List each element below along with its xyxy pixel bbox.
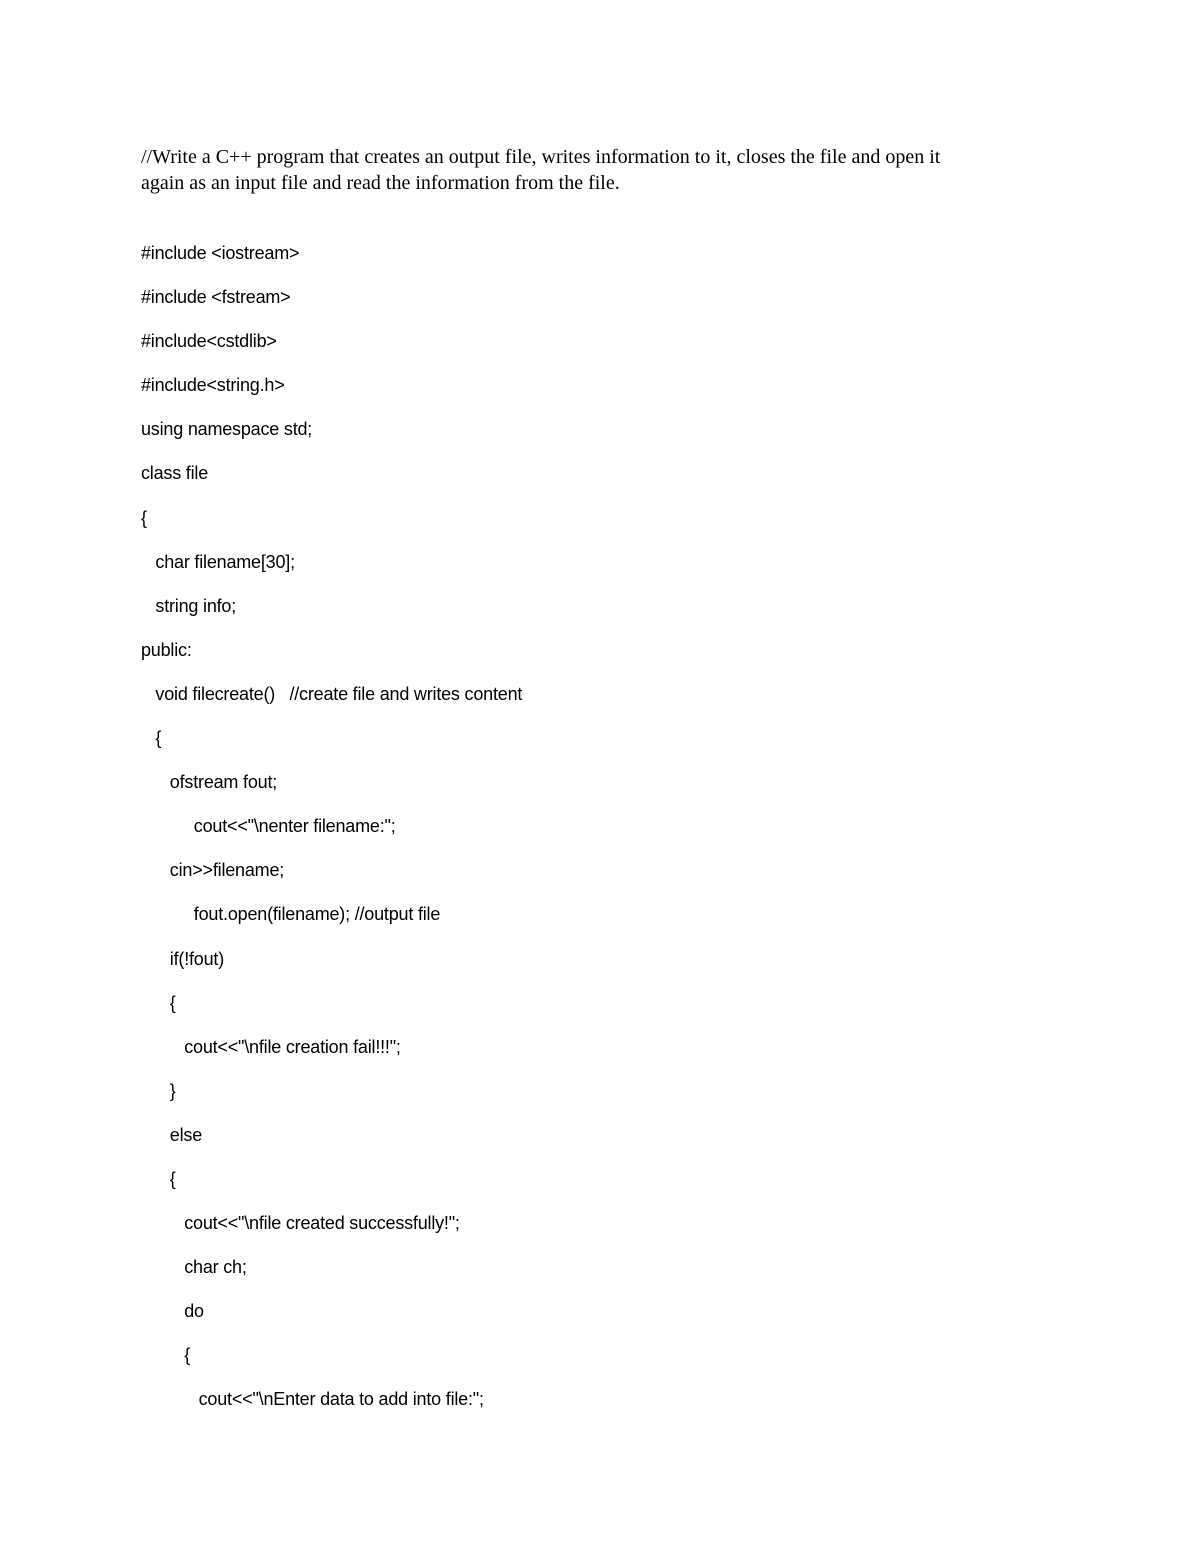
code-line: class file	[141, 463, 209, 484]
intro-line: again as an input file and read the information from the file.	[141, 172, 620, 194]
code-line: {	[141, 1168, 176, 1189]
code-line: }	[141, 1080, 176, 1101]
code-line: #include <iostream>	[141, 243, 300, 263]
code-line: char ch;	[141, 1257, 247, 1278]
intro-line: //Write a C++ program that creates an output file, writes information to it, closes the file and open it	[141, 146, 941, 168]
code-line: #include<string.h>	[141, 375, 285, 396]
code-line: {	[141, 1345, 191, 1366]
code-line: void filecreate() //create file and writes content	[141, 683, 523, 704]
code-line: else	[141, 1124, 203, 1145]
intro-comment	[141, 144, 1061, 196]
code-line: #include <fstream>	[141, 287, 291, 308]
code-line: char filename[30];	[141, 551, 295, 572]
code-listing	[141, 240, 1141, 1431]
code-line: string info;	[141, 595, 237, 616]
code-line: {	[141, 728, 162, 749]
code-line: ofstream fout;	[141, 772, 278, 793]
code-line: cout<<"\nfile creation fail!!!";	[141, 1036, 401, 1057]
code-line: fout.open(filename); //output file	[141, 904, 441, 925]
code-line: if(!fout)	[141, 948, 225, 969]
code-line: public:	[141, 639, 192, 660]
code-line: do	[141, 1301, 204, 1322]
code-line: #include<cstdlib>	[141, 331, 277, 352]
code-line: using namespace std;	[141, 419, 313, 440]
code-line: {	[141, 507, 147, 528]
code-line: cout<<"\nenter filename:";	[141, 816, 396, 837]
code-line: cout<<"\nEnter data to add into file:";	[141, 1389, 484, 1410]
code-line: cout<<"\nfile created successfully!";	[141, 1213, 460, 1234]
code-line: cin>>filename;	[141, 860, 285, 881]
code-line: {	[141, 992, 176, 1013]
